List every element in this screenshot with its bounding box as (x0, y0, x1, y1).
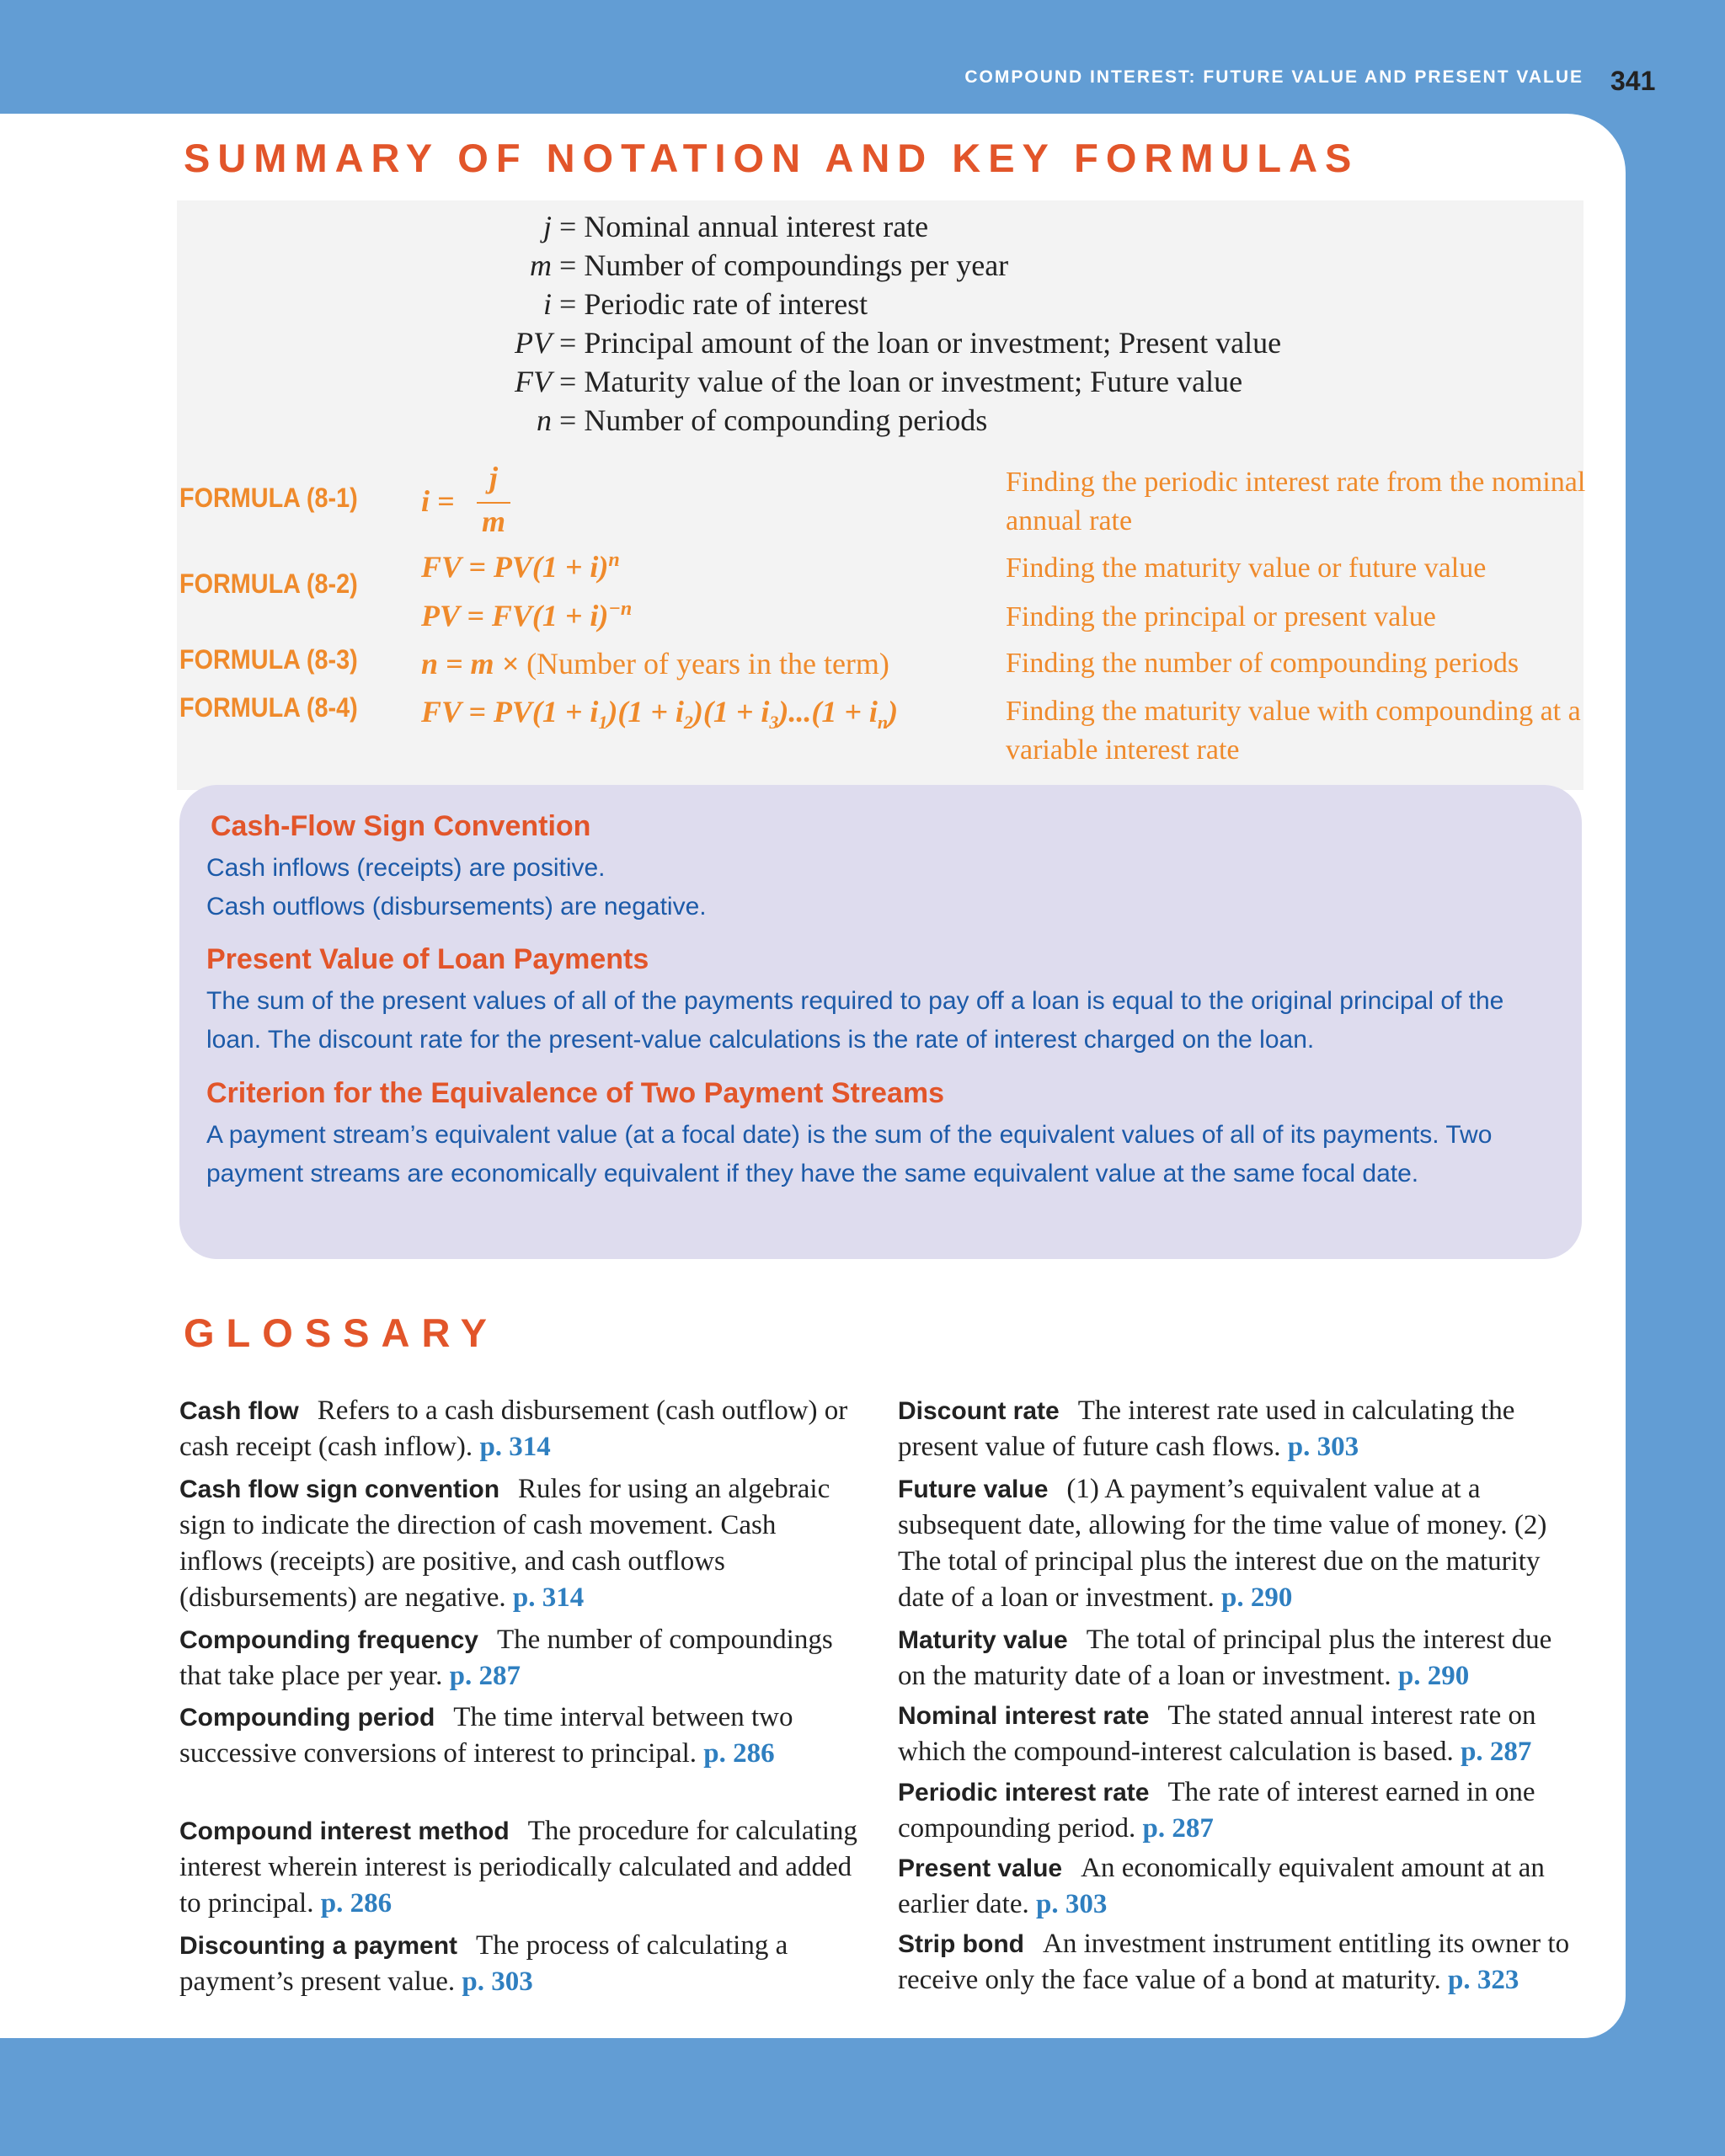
glossary-entry (179, 1393, 862, 1465)
glossary-entry (898, 1393, 1580, 1465)
formula-description: Finding the principal or present value (1006, 601, 1436, 632)
glossary-definition: Rules for using an algebraic sign to indicate the direction of cash movement. Cash inflows (receipts) are positive, and cash outflows (disbursements) are negative. (179, 1474, 830, 1613)
glossary-term: Cash flow sign convention (179, 1476, 500, 1503)
glossary-term: Maturity value (898, 1626, 1068, 1654)
glossary-definition: The rate of interest earned in one compounding period. (898, 1777, 1535, 1844)
page-reference[interactable]: p. 286 (320, 1888, 393, 1919)
formula-expression-text: (Number of years in the term) (526, 647, 889, 680)
glossary-term: Compounding frequency (179, 1626, 478, 1654)
glossary-term: Compound interest method (179, 1817, 510, 1845)
formula-expression (421, 694, 898, 734)
formula-description: Finding the maturity value with compounding at a variable interest rate (1006, 696, 1581, 766)
page-reference[interactable]: p. 287 (1142, 1813, 1214, 1844)
glossary-entry (179, 1928, 862, 2000)
glossary-definition: Refers to a cash disbursement (cash outflow) or cash receipt (cash inflow). (179, 1396, 848, 1462)
notation-definition: Principal amount of the loan or investment; Present value (584, 326, 1282, 360)
formula-label: FORMULA (8-1) (179, 483, 358, 513)
page-reference[interactable]: p. 287 (449, 1661, 521, 1691)
equivalence-text: A payment stream’s equivalent value (at a focal date) is the sum of the equivalent values of all of its payments. Two payment streams are economically equivalent if they have the same equivalent value at the same focal date. (206, 1121, 1493, 1187)
glossary-definition: An investment instrument entitling its owner to receive only the face value of a bond at maturity. (898, 1929, 1570, 1995)
formula-subscript: n (877, 712, 889, 734)
formula-description: Finding the number of compounding periods (1006, 648, 1519, 679)
formula-expression (421, 549, 620, 584)
glossary-entry (898, 1850, 1580, 1923)
glossary-entry (898, 1926, 1580, 1999)
cashflow-text: Cash outflows (disbursements) are negative. (206, 893, 707, 921)
glossary-definition: The number of compoundings that take place per year. (179, 1625, 833, 1691)
page-reference[interactable]: p. 290 (1220, 1582, 1293, 1613)
formula-expression-text: ) (888, 695, 899, 728)
notation-symbol: i (542, 287, 552, 321)
glossary-definition: An economically equivalent amount at an earlier date. (898, 1853, 1545, 1919)
glossary-definition: The procedure for calculating interest wherein interest is periodically calculated and added to principal. (179, 1816, 857, 1919)
glossary-term: Discounting a payment (179, 1932, 458, 1960)
glossary-definition: The interest rate used in calculating the present value of future cash flows. (898, 1396, 1515, 1462)
notation-symbol: n (537, 403, 552, 437)
formula-expression-text: PV = FV(1 + i) (421, 599, 609, 632)
notation-symbol: FV (515, 365, 552, 398)
glossary-title: GLOSSARY (184, 1310, 499, 1355)
glossary-term: Nominal interest rate (898, 1702, 1150, 1730)
glossary-definition: The process of calculating a payment’s present value. (179, 1930, 788, 1997)
notation-definition: Maturity value of the loan or investment; Future value (584, 365, 1243, 398)
equivalence-heading: Criterion for the Equivalence of Two Payment Streams (206, 1077, 945, 1109)
formula-expression-text: FV = PV(1 + i) (421, 550, 609, 584)
glossary-definition: The time interval between two successive conversions of interest to principal. (179, 1702, 793, 1769)
glossary-entry (898, 1471, 1580, 1616)
glossary-entry (179, 1700, 862, 1772)
notation-row: j = Nominal annual interest rate (459, 209, 928, 244)
glossary-definition: The stated annual interest rate on which the compound-interest calculation is based. (898, 1700, 1536, 1767)
notation-symbol: m (530, 248, 552, 282)
formula-expression: i = (421, 484, 455, 518)
formula-subscript: 3 (769, 712, 779, 734)
running-header: COMPOUND INTEREST: FUTURE VALUE AND PRESENT VALUE (964, 67, 1583, 87)
glossary-definition: The total of principal plus the interest due on the maturity date of a loan or investment. (898, 1625, 1552, 1691)
summary-title: SUMMARY OF NOTATION AND KEY FORMULAS (184, 136, 1359, 180)
formula-denominator: m (481, 504, 505, 538)
page-number: 341 (1610, 66, 1656, 96)
notation-definition: Nominal annual interest rate (584, 210, 929, 243)
notation-symbol: PV (515, 326, 552, 360)
formula-label: FORMULA (8-3) (179, 644, 358, 675)
formula-expression-text: )(1 + i (692, 695, 770, 728)
page-reference[interactable]: p. 303 (462, 1967, 533, 1997)
formula-label: FORMULA (8-4) (179, 692, 358, 723)
glossary-entry (898, 1698, 1580, 1770)
page-reference[interactable]: p. 303 (1287, 1432, 1359, 1462)
formula-expression (421, 646, 889, 681)
notation-row: PV = Principal amount of the loan or investment; Present value (459, 325, 1281, 360)
page-reference[interactable]: p. 303 (1035, 1889, 1108, 1919)
pv-text: The sum of the present values of all of the payments required to pay off a loan is equal to the original principal of the loan. The discount rate for the present-value calculations is the rate of interest charged on the loan. (206, 987, 1504, 1054)
formula-label: FORMULA (8-2) (179, 568, 358, 599)
glossary-entry (179, 1471, 862, 1616)
glossary-term: Future value (898, 1476, 1049, 1503)
notation-symbol: j (542, 210, 552, 243)
glossary-entry (179, 1622, 862, 1694)
formula-subscript: 2 (683, 712, 693, 734)
cashflow-heading: Cash-Flow Sign Convention (211, 810, 591, 842)
notation-definition: Number of compounding periods (584, 403, 988, 437)
cashflow-text: Cash inflows (receipts) are positive. (206, 854, 606, 882)
notation-definition: Periodic rate of interest (584, 287, 868, 321)
glossary-term: Strip bond (898, 1930, 1024, 1958)
pv-heading: Present Value of Loan Payments (206, 943, 649, 975)
glossary-entry (898, 1622, 1580, 1694)
notation-row: m = Number of compoundings per year (459, 248, 1008, 283)
page-reference[interactable]: p. 286 (703, 1738, 775, 1769)
formula-numerator: j (489, 461, 498, 494)
page-reference[interactable]: p. 314 (512, 1582, 585, 1613)
formula-description: Finding the maturity value or future value (1006, 552, 1487, 584)
page-reference[interactable]: p. 314 (479, 1432, 551, 1462)
glossary-term: Compounding period (179, 1704, 435, 1732)
formula-expression-text: )(1 + i (607, 695, 684, 728)
formula-description: Finding the periodic interest rate from the nominal annual rate (1006, 467, 1586, 536)
glossary-term: Periodic interest rate (898, 1779, 1150, 1806)
notation-row: FV = Maturity value of the loan or investment; Future value (459, 364, 1242, 399)
notation-row: n = Number of compounding periods (459, 403, 987, 438)
formula-expression-text: FV = PV(1 + i (421, 695, 599, 728)
notation-row: i = Periodic rate of interest (459, 286, 868, 322)
formula-subscript: 1 (598, 712, 608, 734)
glossary-definition: (1) A payment’s equivalent value at a subsequent date, allowing for the time value of money. (2) The total of principal plus the interest due on the maturity date of a loan or investment. (898, 1474, 1547, 1613)
page-reference[interactable]: p. 323 (1448, 1965, 1519, 1995)
glossary-entry (179, 1813, 862, 1922)
formula-exponent: n (608, 549, 620, 571)
page-reference[interactable]: p. 290 (1397, 1661, 1470, 1691)
formula-expression (421, 598, 632, 633)
formula-exponent: −n (608, 598, 633, 620)
notation-definition: Number of compoundings per year (584, 248, 1009, 282)
glossary-term: Present value (898, 1854, 1063, 1882)
formula-expression-text: n = m × (421, 647, 520, 680)
glossary-entry (898, 1774, 1580, 1847)
page-reference[interactable]: p. 287 (1461, 1737, 1532, 1767)
glossary-term: Discount rate (898, 1397, 1060, 1425)
formula-expression-text: )...(1 + i (778, 695, 878, 728)
glossary-term: Cash flow (179, 1397, 299, 1425)
